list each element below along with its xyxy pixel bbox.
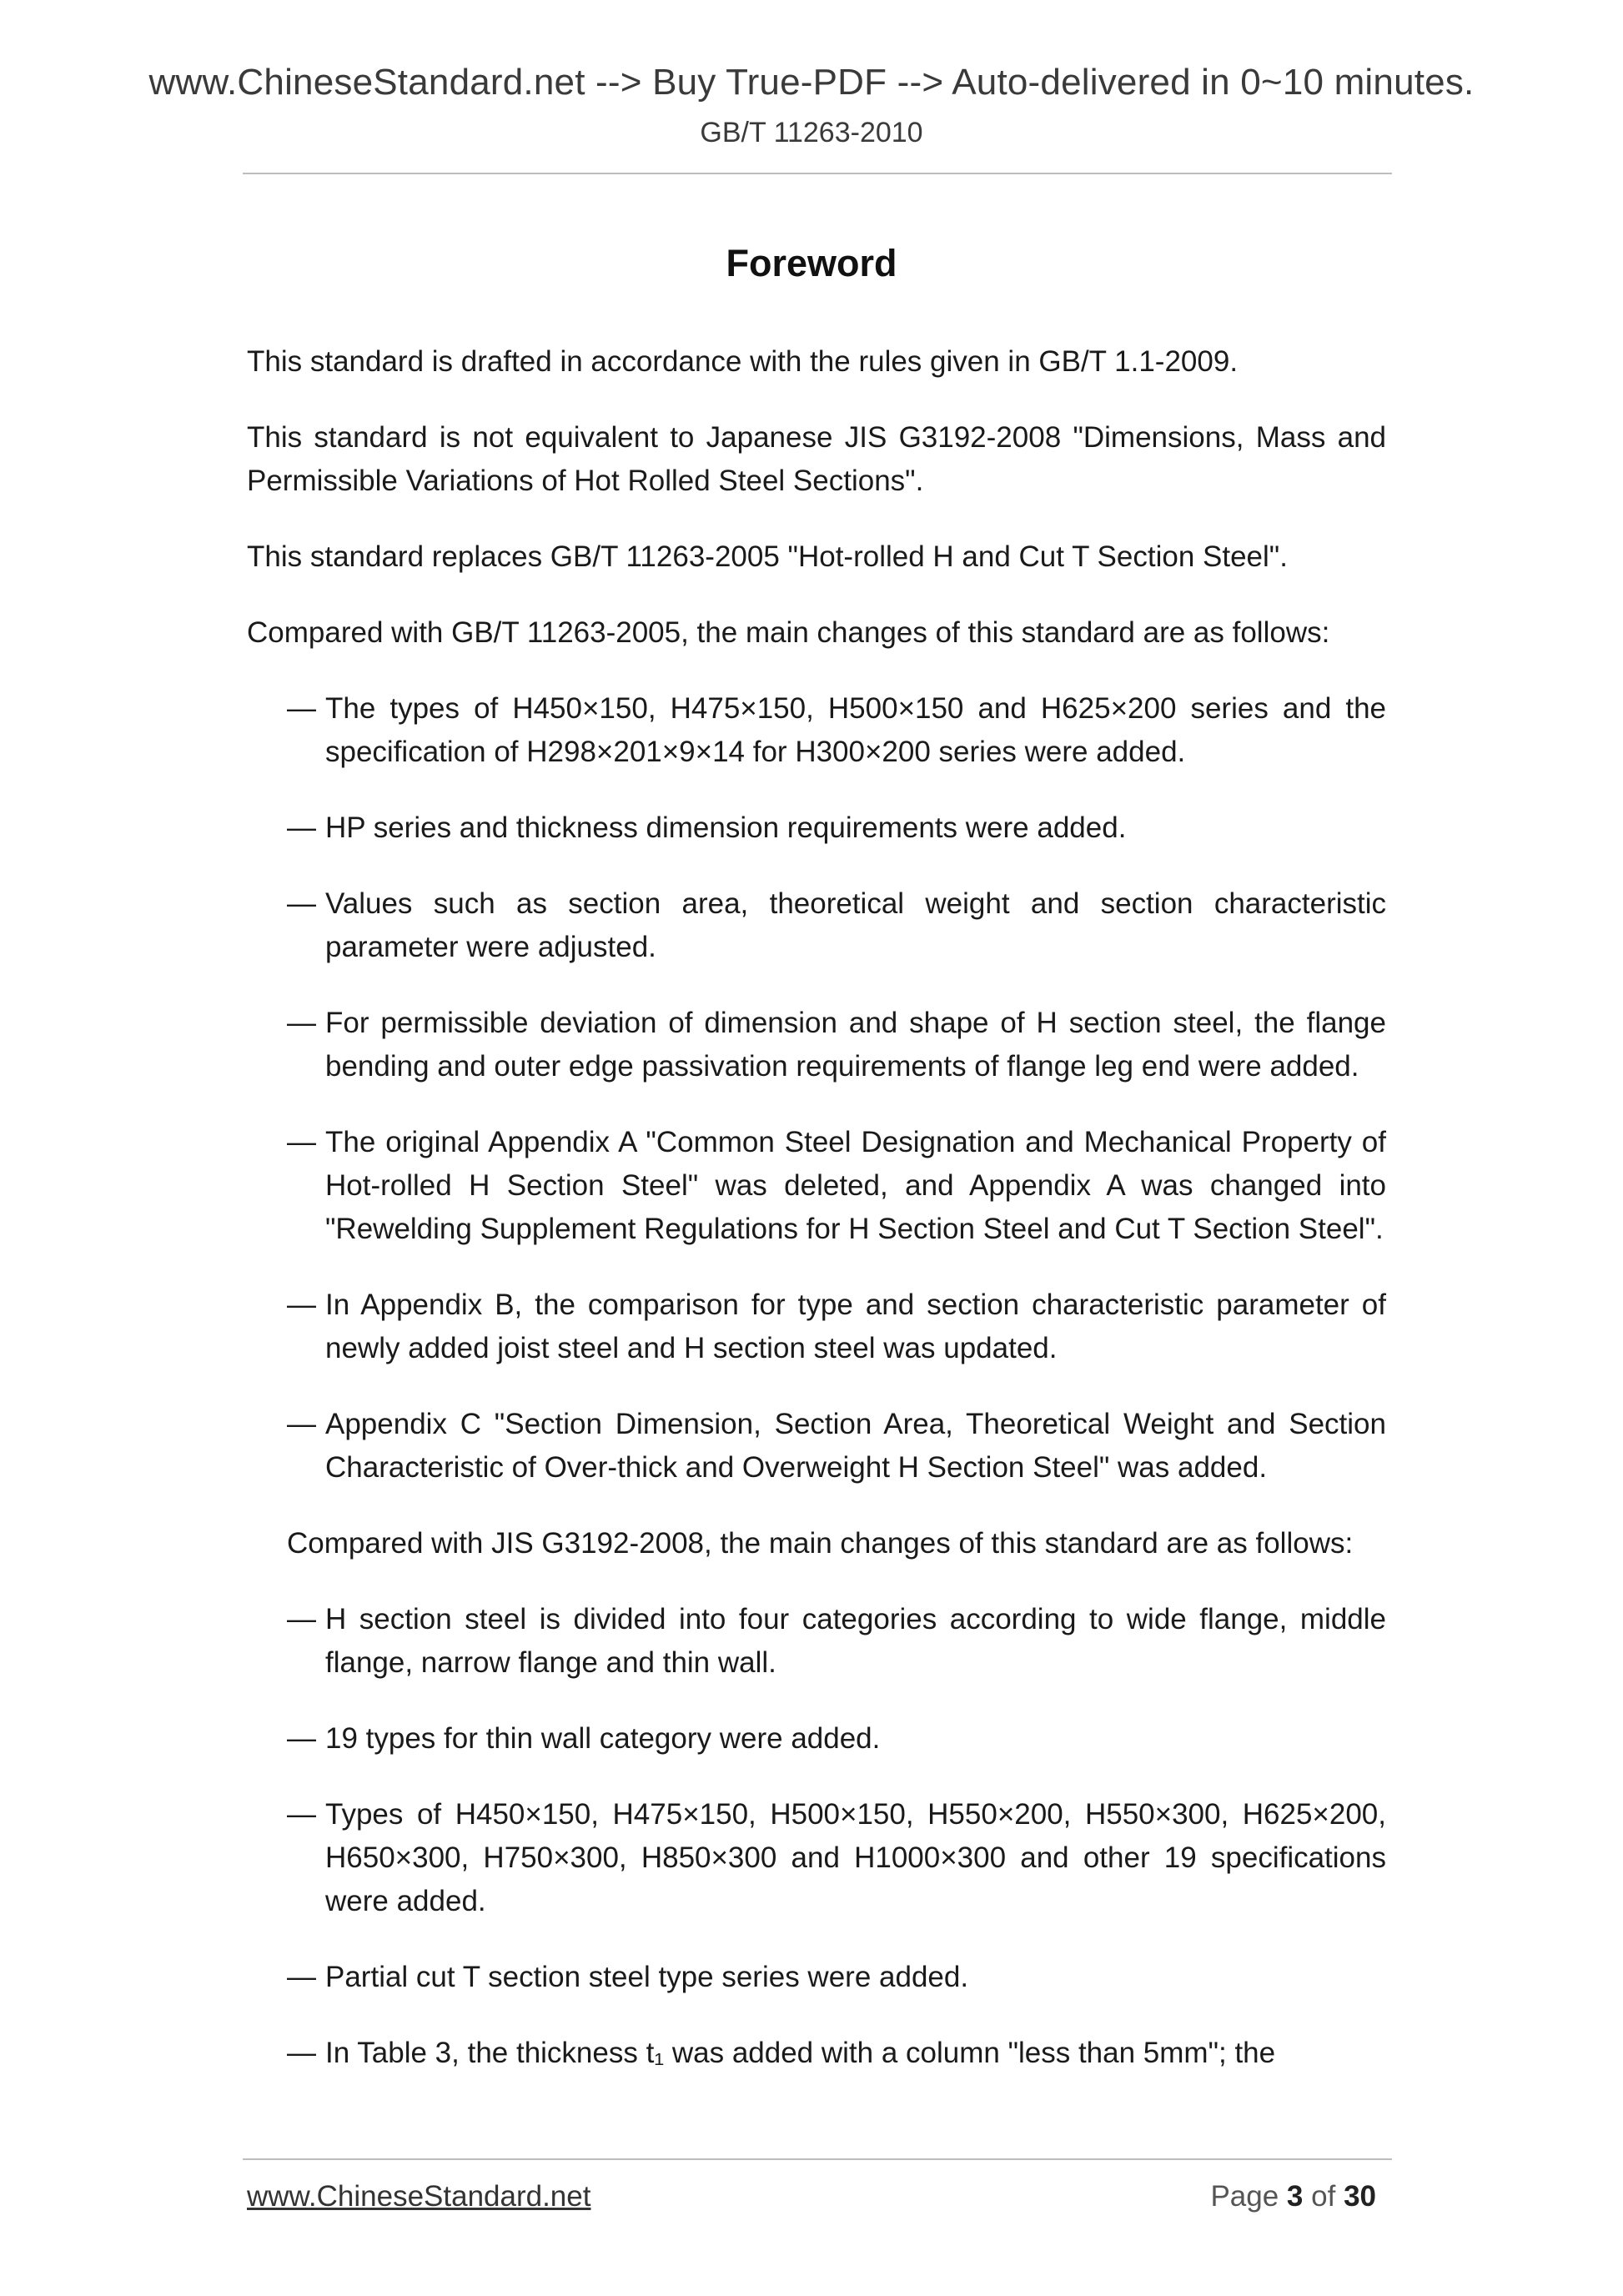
dash-marker: —	[287, 1408, 316, 1440]
list-item-text: 19 types for thin wall category were added.	[325, 1722, 881, 1755]
page-current: 3	[1286, 2180, 1304, 2213]
dash-marker: —	[287, 1007, 316, 1039]
dash-marker: —	[287, 1722, 316, 1755]
paragraph-replaces: This standard replaces GB/T 11263-2005 "Hot-rolled H and Cut T Section Steel".	[247, 540, 1288, 573]
page-of-label: of	[1311, 2180, 1336, 2213]
list-item	[287, 1717, 1386, 1761]
footer-site-link[interactable]: www.ChineseStandard.net	[247, 2180, 591, 2213]
dash-marker: —	[287, 692, 316, 725]
dash-marker: —	[287, 887, 316, 920]
list-item-text: In Appendix B, the comparison for type and section characteristic parameter of newly added joist steel and H section steel was updated.	[325, 1289, 1386, 1364]
header-divider	[243, 173, 1392, 174]
paragraph-changes-jis-intro: Compared with JIS G3192-2008, the main changes of this standard are as follows:	[287, 1527, 1354, 1560]
list-item	[287, 1598, 1386, 1685]
dash-marker: —	[287, 811, 316, 844]
list-item-text: The types of H450×150, H475×150, H500×150 and H625×200 series and the specification of H298×201×9×14 for H300×200 series were added.	[325, 692, 1386, 768]
list-item	[287, 2032, 1386, 2075]
page-number	[1210, 2180, 1376, 2213]
list-item-text: Appendix C "Section Dimension, Section Area, Theoretical Weight and Section Characteristic of Over-thick and Overweight H Section Steel" was added.	[325, 1408, 1386, 1484]
footer-divider	[243, 2158, 1392, 2160]
dash-marker: —	[287, 1798, 316, 1831]
dash-marker: —	[287, 1289, 316, 1321]
paragraph-changes-2005-intro: Compared with GB/T 11263-2005, the main changes of this standard are as follows:	[247, 616, 1330, 649]
list-item-text: In Table 3, the thickness t₁ was added with a column "less than 5mm"; the	[325, 2037, 1276, 2069]
paragraph-drafting: This standard is drafted in accordance with the rules given in GB/T 1.1-2009.	[247, 345, 1239, 378]
list-item-text: HP series and thickness dimension requirements were added.	[325, 811, 1127, 844]
list-item-text: Values such as section area, theoretical weight and section characteristic parameter were adjusted.	[325, 887, 1386, 963]
list-item-text: Partial cut T section steel type series were added.	[325, 1961, 969, 1993]
paragraph-equivalence: This standard is not equivalent to Japanese JIS G3192-2008 "Dimensions, Mass and Permissible Variations of Hot Rolled Steel Sections".	[247, 421, 1386, 497]
list-item	[287, 1002, 1386, 1088]
list-item	[287, 806, 1386, 850]
dash-marker: —	[287, 1126, 316, 1158]
dash-marker: —	[287, 1961, 316, 1993]
list-item	[287, 1793, 1386, 1923]
page-label: Page	[1210, 2180, 1279, 2213]
list-item-text: The original Appendix A "Common Steel Designation and Mechanical Property of Hot-rolled H Section Steel" was deleted, and Appendix A was changed into "Rewelding Supplement Regulations for H Section Steel and Cut T Section Steel".	[325, 1126, 1386, 1245]
list-item	[287, 1403, 1386, 1490]
page-total: 30	[1344, 2180, 1376, 2213]
list-item	[287, 1956, 1386, 1999]
list-item	[287, 1284, 1386, 1370]
page-title: Foreword	[726, 242, 897, 284]
list-item	[287, 1121, 1386, 1251]
list-item-text: For permissible deviation of dimension and shape of H section steel, the flange bending and outer edge passivation requirements of flange leg end were added.	[325, 1007, 1386, 1083]
list-item	[287, 882, 1386, 969]
list-item-text: Types of H450×150, H475×150, H500×150, H550×200, H550×300, H625×200, H650×300, H750×300, H850×300 and H1000×300 and other 19 specifications were added.	[325, 1798, 1386, 1917]
list-item	[287, 687, 1386, 774]
dash-marker: —	[287, 1603, 316, 1635]
list-item-text: H section steel is divided into four categories according to wide flange, middle flange, narrow flange and thin wall.	[325, 1603, 1386, 1679]
dash-marker: —	[287, 2037, 316, 2069]
top-banner: www.ChineseStandard.net --> Buy True-PDF --> Auto-delivered in 0~10 minutes.	[148, 62, 1475, 103]
document-code: GB/T 11263-2010	[700, 117, 923, 148]
foreword-body	[247, 340, 1386, 2108]
